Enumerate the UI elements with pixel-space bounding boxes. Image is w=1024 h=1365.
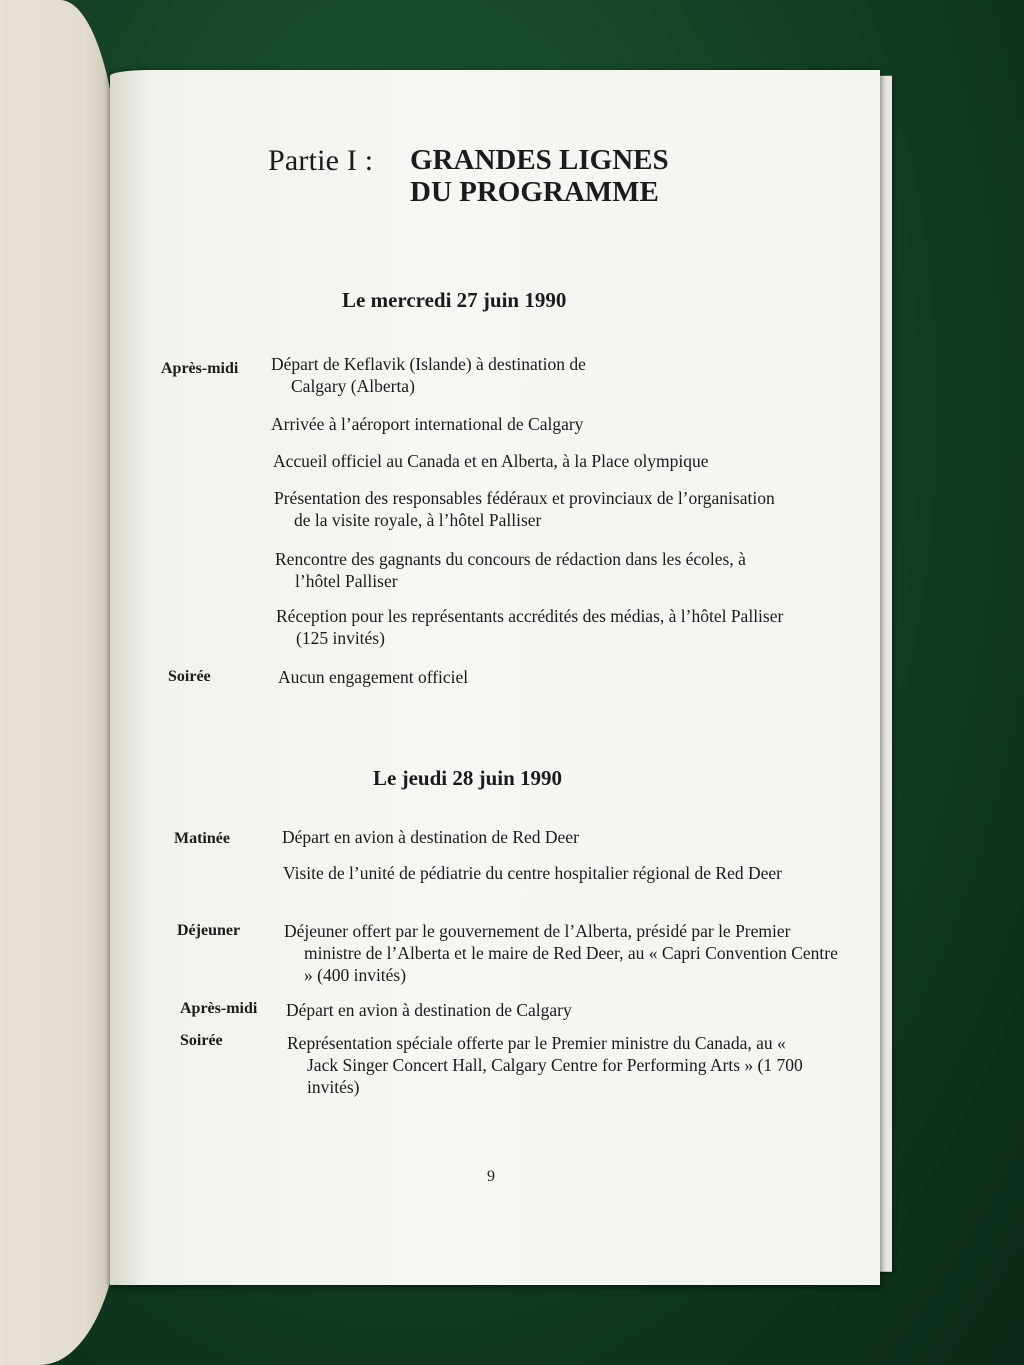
time-slot-label: Matinée <box>174 830 230 847</box>
schedule-entry: Rencontre des gagnants du concours de rédaction dans les écoles, à l’hôtel Palliser <box>275 549 746 591</box>
part-title-line-1: GRANDES LIGNES <box>410 144 669 176</box>
schedule-entry: Accueil officiel au Canada et en Alberta, à la Place olympique <box>273 451 709 471</box>
schedule-entry: Déjeuner offert par le gouvernement de l’Alberta, présidé par le Premier ministre de l’Alberta et le maire de Red Deer, au « Capri Convention Centre » (400 invités) <box>284 921 838 985</box>
booklet-page <box>110 70 880 1285</box>
part-title-line-2: DU PROGRAMME <box>410 176 659 208</box>
time-slot-label: Après-midi <box>161 360 239 377</box>
part-title <box>410 144 669 208</box>
time-slot-label: Soirée <box>180 1032 223 1049</box>
page-number: 9 <box>487 1168 495 1185</box>
time-slot-label: Déjeuner <box>177 922 241 939</box>
schedule-entry: Visite de l’unité de pédiatrie du centre hospitalier régional de Red Deer <box>283 863 782 883</box>
schedule-entry: Départ en avion à destination de Calgary <box>286 1000 572 1020</box>
time-slot-label: Après-midi <box>180 1000 258 1017</box>
schedule-entry: Arrivée à l’aéroport international de Calgary <box>271 414 584 434</box>
schedule-entry: Réception pour les représentants accrédités des médias, à l’hôtel Palliser (125 invités) <box>276 606 784 648</box>
time-slot-label: Soirée <box>168 668 211 685</box>
schedule-entry: Aucun engagement officiel <box>278 667 469 687</box>
left-page-edge <box>0 0 120 1365</box>
day-heading: Le jeudi 28 juin 1990 <box>373 766 563 790</box>
schedule-entry: Départ en avion à destination de Red Deer <box>282 827 579 847</box>
part-label: Partie I : <box>268 144 374 177</box>
schedule-entry: Représentation spéciale offerte par le Premier ministre du Canada, au « Jack Singer Concert Hall, Calgary Centre for Performing Arts » (1 700 invités) <box>287 1033 803 1097</box>
schedule-entry: Départ de Keflavik (Islande) à destination de Calgary (Alberta) <box>271 354 586 396</box>
day-heading: Le mercredi 27 juin 1990 <box>342 288 567 312</box>
schedule-entry: Présentation des responsables fédéraux et provinciaux de l’organisation de la visite royale, à l’hôtel Palliser <box>274 488 775 530</box>
